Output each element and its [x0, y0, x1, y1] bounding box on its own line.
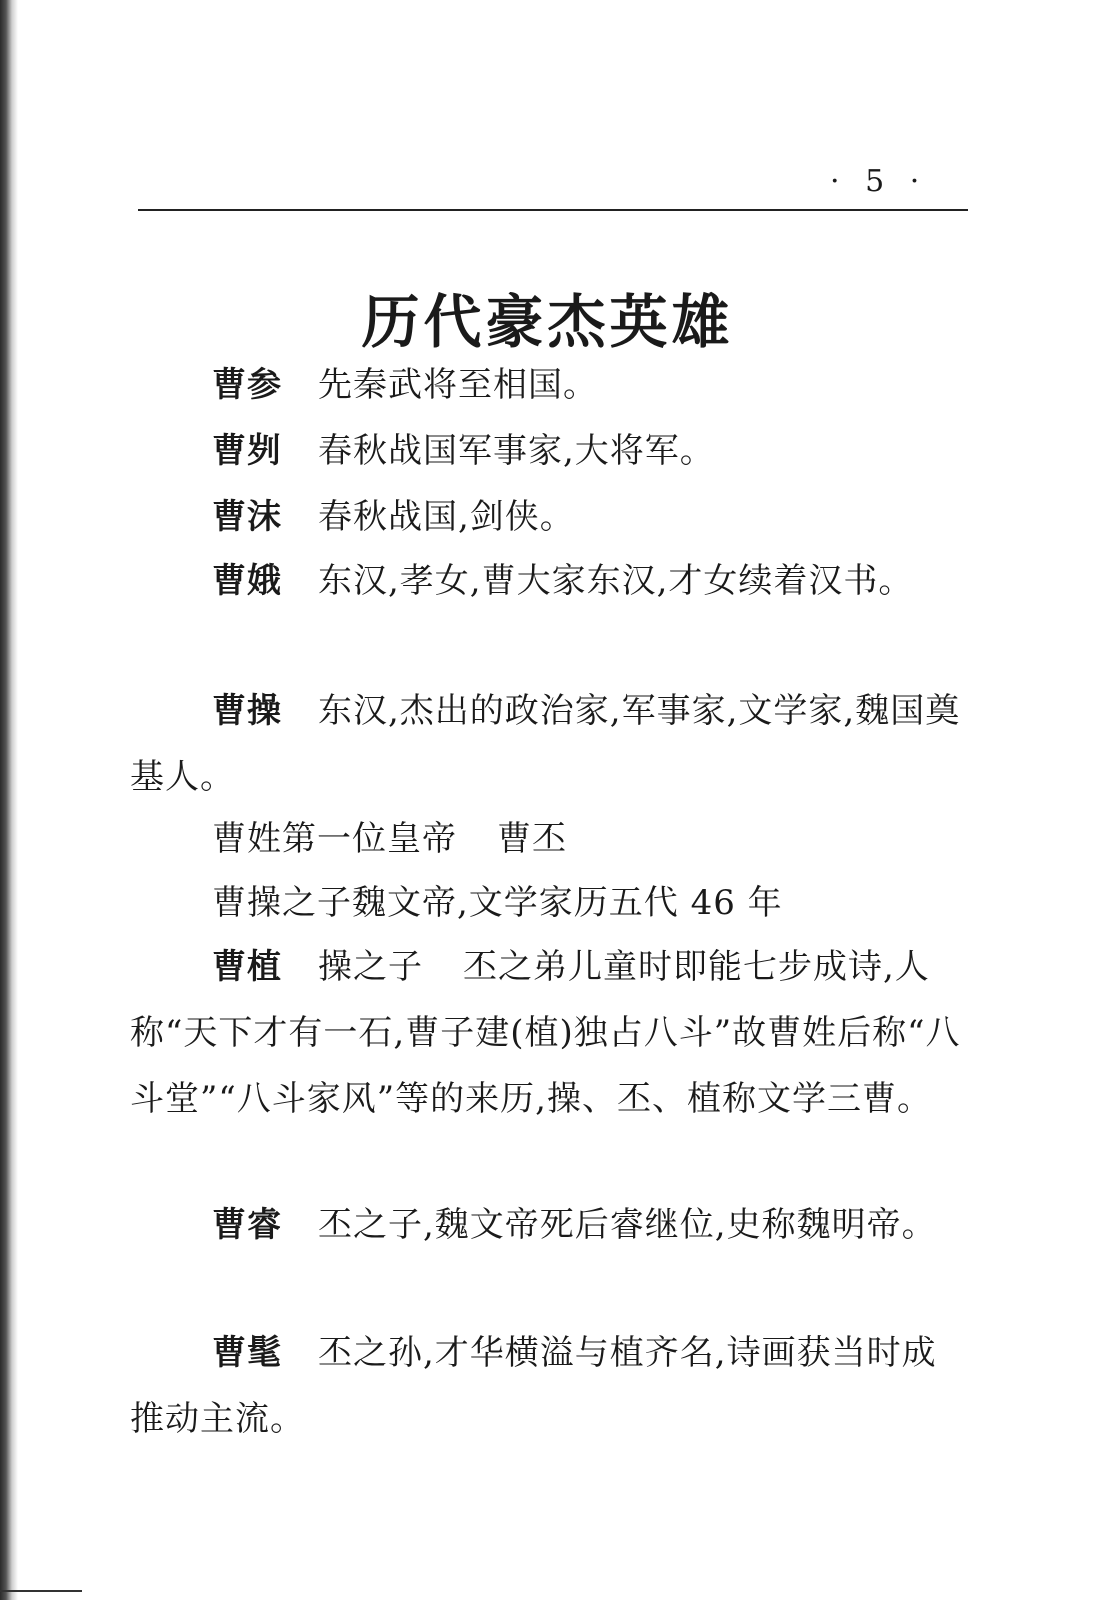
entry-cao-rui — [130, 1192, 965, 1258]
entry-name: 曹髦 — [212, 1333, 282, 1373]
entry-name: 曹植 — [212, 947, 282, 987]
entry-cao-mao — [130, 1320, 965, 1452]
note-text: 曹姓第一位皇帝 — [212, 819, 457, 859]
entry-cao-e — [130, 548, 965, 614]
entry-name: 曹操 — [212, 691, 282, 731]
entry-name: 曹参 — [212, 365, 282, 405]
note-text: 曹操之子魏文帝,文学家历五代 46 年 — [212, 883, 783, 923]
entry-desc: 丕之子,魏文帝死后睿继位,史称魏明帝。 — [318, 1205, 937, 1245]
entry-name: 曹娥 — [212, 561, 282, 601]
entry-desc: 春秋战国军事家,大将军。 — [318, 431, 715, 471]
entry-desc: 先秦武将至相国。 — [318, 365, 598, 405]
entry-name: 曹睿 — [212, 1205, 282, 1245]
entry-cao-gui — [130, 418, 965, 484]
page-title: 历代豪杰英雄 — [361, 287, 734, 356]
entry-name: 曹刿 — [212, 431, 282, 471]
entry-cao-mo — [130, 484, 965, 550]
entry-desc: 丕之弟儿童时即能七步成诗,人称“天下才有一石,曹子建(植)独占八斗”故曹姓后称“八斗堂”“八斗家风”等的来历,操、丕、植称文学三曹。 — [130, 947, 961, 1119]
entry-desc: 丕之孙,才华横溢与植齐名,诗画获当时成推动主流。 — [130, 1333, 937, 1439]
header-rule — [138, 209, 968, 211]
entry-desc: 东汉,孝女,曹大家东汉,才女续着汉书。 — [318, 561, 914, 601]
page-number: · 5 · — [830, 164, 928, 199]
note-first-emperor — [130, 806, 965, 872]
entry-desc: 东汉,杰出的政治家,军事家,文学家,魏国奠基人。 — [130, 691, 961, 797]
scan-bottom-mark — [0, 1590, 82, 1592]
note-wei-wendi — [130, 870, 965, 936]
entry-cao-can — [130, 352, 965, 418]
entry-name: 曹沫 — [212, 497, 282, 537]
entry-lead: 操之子 — [318, 947, 423, 987]
scan-left-edge — [0, 0, 18, 1600]
entry-cao-cao — [130, 678, 965, 810]
note-extra: 曹丕 — [497, 819, 567, 859]
entry-desc: 春秋战国,剑侠。 — [318, 497, 575, 537]
entry-cao-zhi — [130, 934, 965, 1132]
